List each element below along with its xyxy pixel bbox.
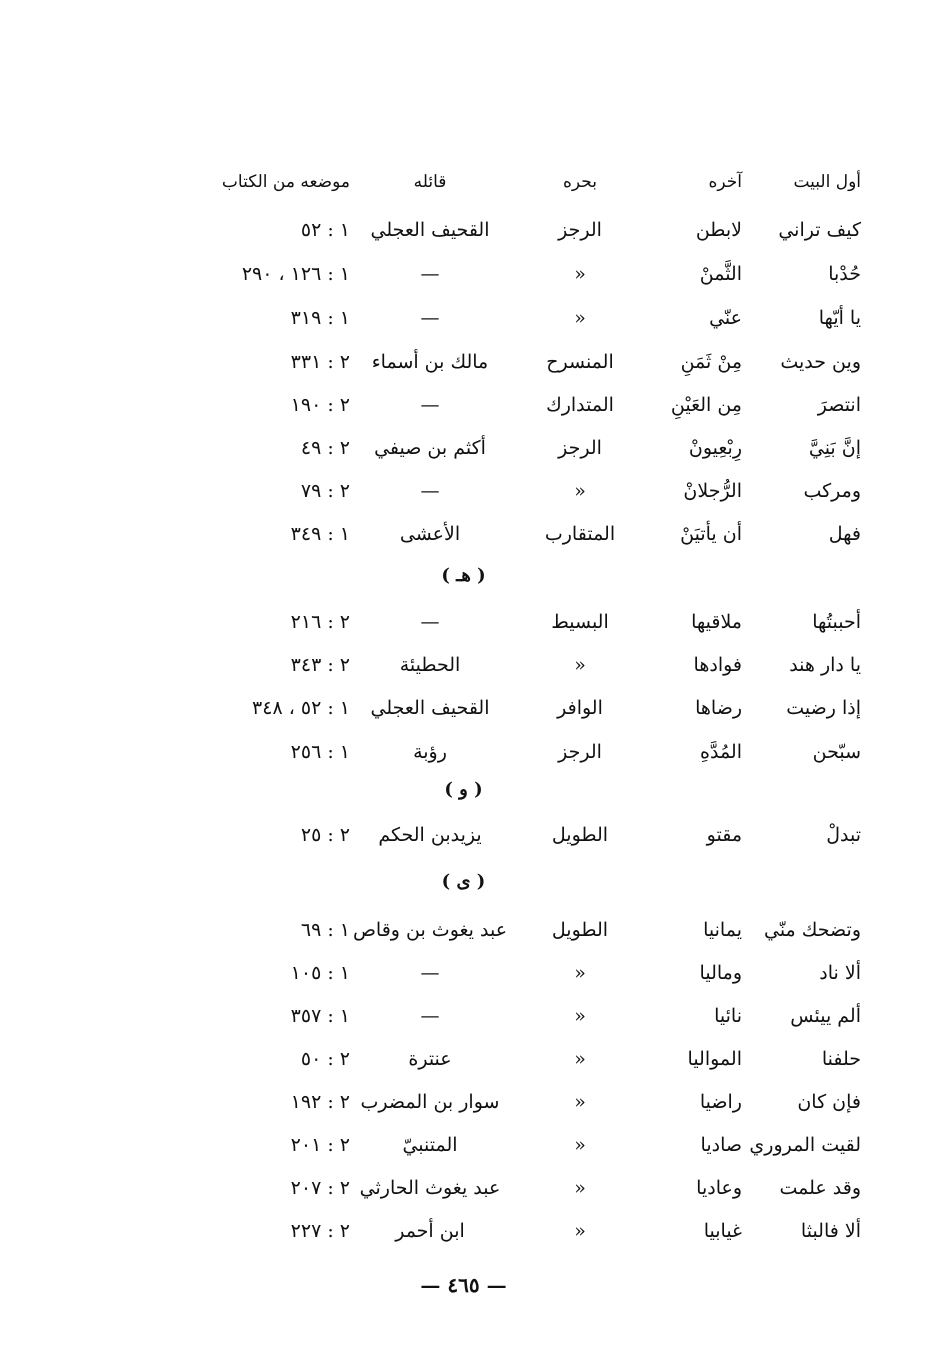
- cell-poet: القحيف العجلي: [370, 219, 490, 241]
- cell-location: ٢ : ٧٩: [300, 480, 350, 502]
- cell-last-word: فوادها: [693, 654, 742, 676]
- cell-poet: أكثم بن صيفي: [374, 437, 486, 459]
- cell-poet: سوار بن المضرب: [360, 1091, 500, 1113]
- cell-first-word: انتصرَ: [817, 394, 861, 416]
- cell-location: ٢ : ١٩٠: [290, 394, 350, 416]
- cell-meter: المتقارب: [544, 523, 616, 545]
- cell-poet: ابن أحمر: [395, 1220, 465, 1242]
- table-row: [0, 210, 927, 250]
- cell-first-word: ألا ناد: [819, 962, 861, 984]
- cell-last-word: مِن العَيْنِ: [670, 394, 742, 416]
- cell-poet: —: [420, 611, 440, 633]
- cell-last-word: مقتو: [706, 824, 742, 846]
- cell-meter: «: [574, 1134, 586, 1156]
- table-row: [0, 1082, 927, 1122]
- cell-meter: «: [574, 1048, 586, 1070]
- section-letter: ( هـ ): [441, 565, 486, 586]
- cell-location: ١ : ٢٥٦: [290, 741, 350, 763]
- cell-first-word: وتضحك منّي: [763, 919, 861, 941]
- cell-poet: القحيف العجلي: [370, 697, 490, 719]
- cell-first-word: ومركب: [803, 480, 861, 502]
- cell-location: ١ : ٥٢ ، ٣٤٨: [252, 697, 350, 719]
- cell-poet: —: [420, 1005, 440, 1027]
- cell-location: ٢ : ١٩٢: [290, 1091, 350, 1113]
- cell-meter: «: [574, 962, 586, 984]
- cell-last-word: الثَّمنْ: [699, 263, 742, 285]
- cell-poet: عبد يغوث الحارثي: [359, 1177, 501, 1199]
- section-letter: ( ى ): [441, 871, 486, 892]
- table-row: [0, 996, 927, 1036]
- cell-poet: —: [420, 307, 440, 329]
- cell-location: ١ : ٣٥٧: [290, 1005, 350, 1027]
- cell-meter: المتدارك: [546, 394, 614, 416]
- cell-meter: «: [574, 480, 586, 502]
- cell-last-word: نائيا: [714, 1005, 742, 1027]
- table-row: [0, 254, 927, 294]
- cell-location: ١ : ١٠٥: [290, 962, 350, 984]
- cell-poet: عنترة: [408, 1048, 452, 1070]
- cell-first-word: فهل: [828, 523, 861, 545]
- cell-first-word: تبدلْ: [826, 824, 861, 846]
- header-first-word: أول البيت: [793, 172, 861, 192]
- cell-location: ٢ : ٣٤٣: [290, 654, 350, 676]
- header-last-word: آخره: [708, 172, 742, 192]
- table-row: [0, 514, 927, 554]
- cell-poet: يزيدبن الحكم: [378, 824, 482, 846]
- header-meter: بحره: [563, 172, 597, 192]
- cell-first-word: سبّحن: [812, 741, 861, 763]
- table-row: [0, 1211, 927, 1251]
- cell-last-word: رضاها: [695, 697, 742, 719]
- cell-last-word: ملاقيها: [691, 611, 742, 633]
- cell-first-word: ألا فالبثا: [800, 1220, 861, 1242]
- cell-last-word: صاديا: [700, 1134, 742, 1156]
- cell-poet: رؤبة: [413, 741, 447, 763]
- table-row: [0, 385, 927, 425]
- cell-meter: الرجز: [558, 741, 602, 763]
- table-row: [0, 645, 927, 685]
- cell-last-word: المواليا: [687, 1048, 742, 1070]
- cell-location: ١ : ٥٢: [300, 219, 350, 241]
- cell-location: ١ : ٦٩: [300, 919, 350, 941]
- header-location: موضعه من الكتاب: [221, 172, 350, 192]
- cell-location: ١ : ١٢٦ ، ٢٩٠: [241, 263, 350, 285]
- cell-first-word: حُدْبا: [828, 263, 861, 285]
- cell-first-word: فإن كان: [797, 1091, 861, 1113]
- table-row: [0, 471, 927, 511]
- cell-meter: الوافر: [557, 697, 603, 719]
- cell-first-word: حلفنا: [821, 1048, 861, 1070]
- cell-location: ٢ : ٤٩: [300, 437, 350, 459]
- cell-meter: الرجز: [558, 437, 602, 459]
- cell-last-word: يمانيا: [703, 919, 742, 941]
- cell-first-word: ألم ييئس: [790, 1005, 861, 1027]
- section-letter: ( و ): [444, 779, 483, 800]
- table-row: [0, 1039, 927, 1079]
- cell-last-word: مِنْ ثَمَنِ: [680, 351, 742, 373]
- cell-location: ٢ : ٢١٦: [290, 611, 350, 633]
- cell-last-word: أن يأتيَنْ: [680, 523, 742, 545]
- cell-first-word: لقيت المروري: [749, 1134, 861, 1156]
- cell-last-word: عنّي: [709, 307, 742, 329]
- cell-location: ٢ : ٢٠١: [290, 1134, 350, 1156]
- cell-meter: المنسرح: [546, 351, 614, 373]
- cell-location: ٢ : ٢٠٧: [290, 1177, 350, 1199]
- table-row: [0, 298, 927, 338]
- cell-last-word: غيابيا: [703, 1220, 742, 1242]
- table-row: [0, 732, 927, 772]
- cell-meter: «: [574, 1091, 586, 1113]
- cell-first-word: وين حديث: [780, 351, 861, 373]
- table-row: [0, 602, 927, 642]
- table-header: [0, 162, 927, 202]
- section-heading: [0, 556, 927, 596]
- cell-meter: «: [574, 1005, 586, 1027]
- cell-meter: «: [574, 654, 586, 676]
- cell-poet: مالك بن أسماء: [371, 351, 489, 373]
- cell-first-word: يا أيّها: [818, 307, 861, 329]
- table-row: [0, 688, 927, 728]
- table-row: [0, 1168, 927, 1208]
- cell-meter: «: [574, 307, 586, 329]
- table-row: [0, 910, 927, 950]
- cell-last-word: رِبْعِيونْ: [688, 437, 742, 459]
- cell-location: ٢ : ٢٢٧: [290, 1220, 350, 1242]
- cell-last-word: راضيا: [699, 1091, 742, 1113]
- cell-first-word: أحببتُها: [812, 611, 861, 633]
- cell-first-word: يا دار هند: [789, 654, 861, 676]
- page-number: — ٤٦٥ —: [420, 1273, 507, 1297]
- cell-location: ٢ : ٣٣١: [290, 351, 350, 373]
- cell-poet: عبد يغوث بن وقاص: [352, 919, 508, 941]
- cell-meter: «: [574, 1177, 586, 1199]
- cell-poet: الحطيئة: [399, 654, 461, 676]
- cell-meter: البسيط: [551, 611, 609, 633]
- cell-first-word: إذا رضيت: [786, 697, 861, 719]
- table-row: [0, 1125, 927, 1165]
- cell-first-word: كيف تراني: [778, 219, 861, 241]
- cell-first-word: وقد علمت: [779, 1177, 861, 1199]
- table-row: [0, 342, 927, 382]
- cell-first-word: إنَّ بَنِيَّ: [808, 437, 861, 459]
- cell-last-word: لابطن: [695, 219, 742, 241]
- cell-location: ٢ : ٢٥: [300, 824, 350, 846]
- cell-location: ١ : ٣٤٩: [290, 523, 350, 545]
- section-heading: [0, 770, 927, 810]
- cell-poet: الأعشى: [399, 523, 461, 545]
- cell-location: ٢ : ٥٠: [300, 1048, 350, 1070]
- header-poet: قائله: [413, 172, 447, 192]
- cell-last-word: المُدَّهِ: [700, 741, 742, 763]
- cell-meter: «: [574, 1220, 586, 1242]
- cell-last-word: وماليا: [699, 962, 742, 984]
- cell-poet: المتنبيّ: [402, 1134, 458, 1156]
- cell-poet: —: [420, 480, 440, 502]
- table-row: [0, 428, 927, 468]
- cell-poet: —: [420, 394, 440, 416]
- cell-poet: —: [420, 962, 440, 984]
- cell-meter: الطويل: [551, 919, 609, 941]
- cell-last-word: الرُّجلانْ: [683, 480, 742, 502]
- cell-poet: —: [420, 263, 440, 285]
- cell-meter: الرجز: [558, 219, 602, 241]
- cell-location: ١ : ٣١٩: [290, 307, 350, 329]
- cell-last-word: وعاديا: [696, 1177, 742, 1199]
- section-heading: [0, 862, 927, 902]
- cell-meter: الطويل: [551, 824, 609, 846]
- cell-meter: «: [574, 263, 586, 285]
- table-row: [0, 953, 927, 993]
- table-row: [0, 815, 927, 855]
